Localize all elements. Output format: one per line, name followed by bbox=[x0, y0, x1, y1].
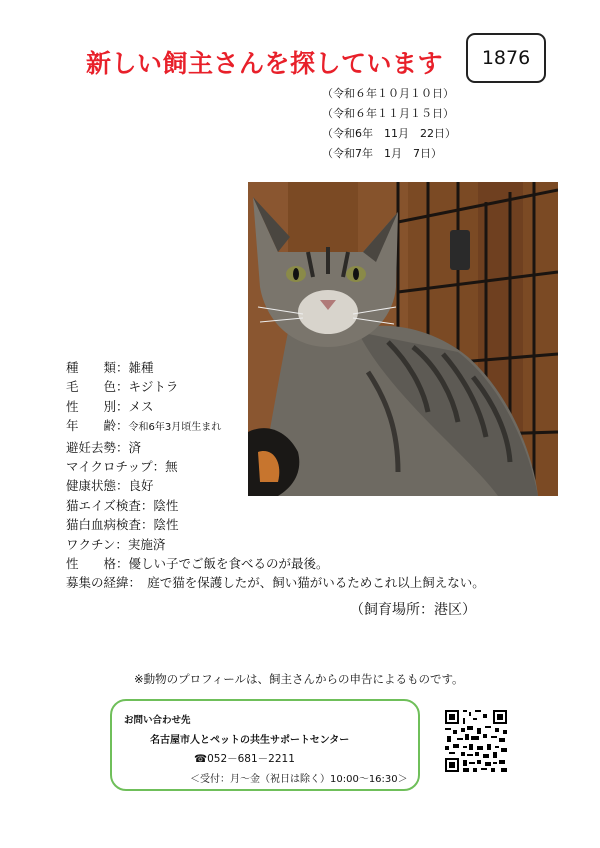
profile-row-fiv: 猫エイズ検査：陰性 bbox=[66, 497, 179, 513]
profile-value: キジトラ bbox=[128, 379, 179, 395]
profile-row-health: 健康状態：良好 bbox=[66, 478, 154, 494]
profile-value: 実施済 bbox=[127, 536, 166, 552]
profile-row-color: 毛 色：キジトラ bbox=[66, 379, 179, 395]
profile-key: 年 齢 bbox=[66, 418, 117, 434]
profile-value: 陰性 bbox=[153, 497, 179, 513]
profile-key: マイクロチップ bbox=[66, 459, 153, 475]
keeping-location: （飼育場所：港区） bbox=[350, 602, 476, 618]
profile-key: 避妊去勢 bbox=[66, 439, 117, 455]
profile-row-neuter: 避妊去勢：済 bbox=[66, 439, 142, 455]
profile-key: ワクチン bbox=[66, 536, 116, 552]
contact-box bbox=[110, 699, 420, 791]
contact-hours: ＜受付：月～金（祝日は除く）10:00～16:30＞ bbox=[190, 774, 408, 785]
profile-row-vaccine: ワクチン：実施済 bbox=[66, 536, 166, 552]
profile-row-age: 年 齢：令和6年3月頃生まれ bbox=[66, 418, 222, 434]
profile-key: 猫白血病検査 bbox=[66, 517, 142, 533]
profile-row-reason: 募集の経緯： 庭で猫を保護したが、飼い猫がいるためこれ以上飼えない。 bbox=[66, 575, 485, 591]
profile-value: 優しい子でご飯を食べるのが最後。 bbox=[128, 556, 329, 572]
contact-heading: お問い合わせ先 bbox=[124, 715, 191, 726]
qr-code-icon[interactable] bbox=[443, 708, 509, 774]
id-number-badge: 1876 bbox=[466, 33, 546, 83]
profile-list bbox=[66, 358, 485, 593]
profile-row-felv: 猫白血病検査：陰性 bbox=[66, 517, 179, 533]
profile-row-sex: 性 別：メス bbox=[66, 398, 154, 414]
date-item: （令和7年 1月 7日） bbox=[322, 147, 442, 160]
date-item: （令和6年 11月 22日） bbox=[322, 127, 456, 140]
profile-key: 性 別 bbox=[66, 398, 117, 414]
profile-value: 庭で猫を保護したが、飼い猫がいるためこれ以上飼えない。 bbox=[134, 575, 485, 591]
contact-organization: 名古屋市人とペットの共生サポートセンター bbox=[150, 735, 350, 746]
profile-value: 雑種 bbox=[128, 360, 154, 375]
profile-key: 猫エイズ検査 bbox=[66, 497, 141, 513]
profile-value: 無 bbox=[165, 459, 178, 475]
profile-row-microchip: マイクロチップ：無 bbox=[66, 459, 178, 475]
profile-value: 良好 bbox=[128, 478, 154, 494]
profile-key: 健康状態 bbox=[66, 478, 117, 494]
profile-row-breed: 種 類：雑種 bbox=[66, 360, 154, 375]
contact-phone: ☎052－681－2211 bbox=[194, 753, 295, 765]
profile-row-personality: 性 格：優しい子でご飯を食べるのが最後。 bbox=[66, 556, 329, 572]
profile-value: メス bbox=[128, 398, 154, 414]
page-title: 新しい飼主さんを探しています bbox=[86, 49, 444, 78]
profile-key: 毛 色 bbox=[66, 379, 117, 395]
date-item: （令和６年１１月１５日） bbox=[322, 107, 454, 120]
profile-key: 種 類 bbox=[66, 360, 117, 375]
disclaimer-note: ※動物のプロフィールは、飼主さんからの申告によるものです。 bbox=[134, 672, 464, 686]
profile-key: 性 格 bbox=[66, 556, 117, 572]
profile-value: 令和6年3月頃生まれ bbox=[128, 422, 222, 434]
profile-value: 陰性 bbox=[153, 517, 179, 533]
date-item: （令和６年１０月１０日） bbox=[322, 87, 454, 100]
profile-key: 募集の経緯 bbox=[66, 575, 129, 591]
date-list bbox=[322, 84, 456, 164]
profile-value: 済 bbox=[128, 439, 142, 455]
